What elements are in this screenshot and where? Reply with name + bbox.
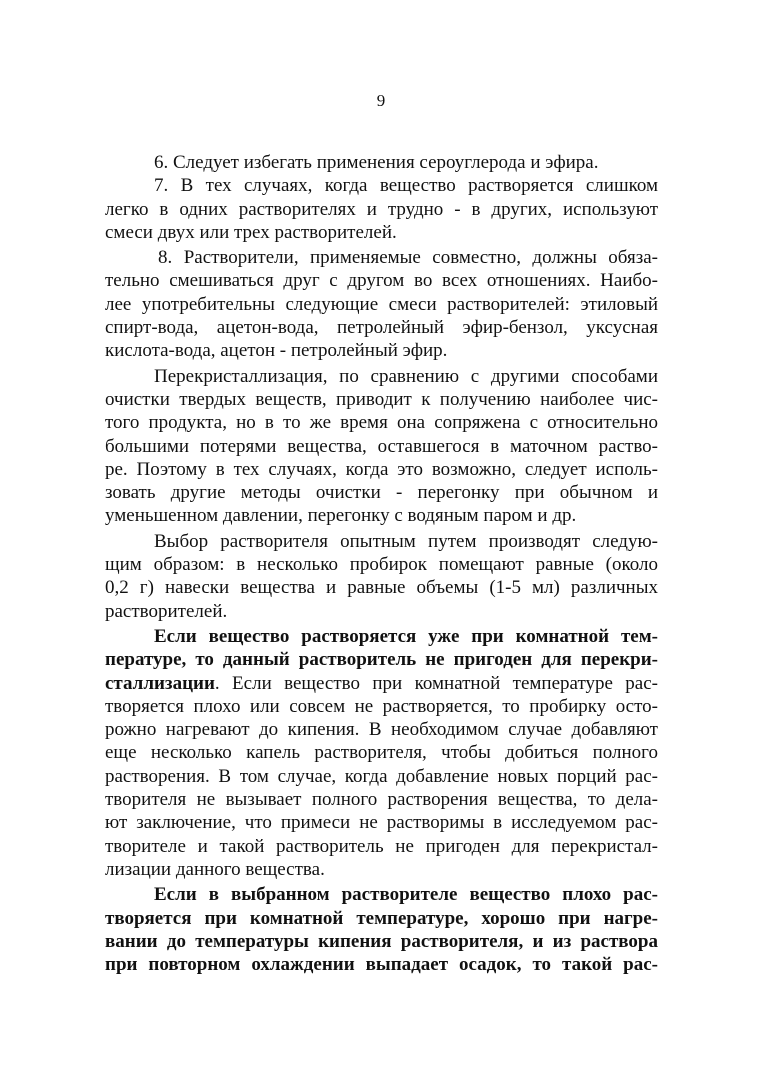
bold-fragment: сталлизации: [105, 672, 215, 694]
page-number: 9: [376, 91, 386, 110]
text-line: 6. Следует избегать применения сероуглерода и эфира.: [154, 152, 599, 173]
text-line: творителе и такой растворитель не пригоден для перекристал-: [105, 835, 658, 857]
text-line: большими потерями вещества, оставшегося в маточном раство-: [105, 435, 658, 457]
text-line-mixed: [105, 672, 658, 695]
text-line: 7. В тех случаях, когда вещество растворяется слишком: [154, 175, 658, 197]
text-line: еще несколько капель растворителя, чтобы добиться полного: [105, 742, 658, 764]
text-line: рожно нагревают до кипения. В необходимом случае добавляют: [105, 719, 658, 741]
text-line-bold: творяется при комнатной температуре, хорошо при нагре-: [105, 907, 658, 929]
text-line: смеси двух или трех растворителей.: [105, 221, 397, 243]
text-line: творителя не вызывает полного растворения вещества, то дела-: [105, 789, 658, 811]
paragraph-item-8: [105, 246, 658, 362]
text-line: легко в одних растворителях и трудно - в других, используют: [105, 198, 658, 220]
text-line: спирт-вода, ацетон-вода, петролейный эфир-бензол, уксусная: [105, 317, 658, 339]
text-line: 8. Растворители, применяемые совместно, должны обяза-: [158, 247, 658, 269]
text-line: тельно смешиваться друг с другом во всех отношениях. Наибо-: [105, 270, 658, 292]
normal-fragment: . Если вещество при комнатной температуре рас-: [214, 672, 658, 694]
text-line: творяется плохо или совсем не растворяется, то пробирку осто-: [105, 695, 658, 717]
text-line: кислота-вода, ацетон - петролейный эфир.: [105, 340, 448, 362]
paragraph-item-7: [105, 174, 658, 244]
text-line: Выбор растворителя опытным путем производят следую-: [154, 530, 658, 552]
text-line: 0,2 г) навески вещества и равные объемы (1-5 мл) различных: [105, 577, 658, 599]
text-line: зовать другие методы очистки - перегонку при обычном и: [105, 482, 658, 504]
text-line: ют заключение, что примеси не растворимы в исследуемом рас-: [105, 812, 658, 834]
text-line: уменьшенном давлении, перегонку с водяным паром и др.: [105, 505, 577, 527]
paragraph-room-temperature: [105, 625, 658, 881]
text-line-bold: при повторном охлаждении выпадает осадок, то такой рас-: [105, 954, 658, 976]
document-body: [105, 151, 658, 976]
text-line-bold: Если в выбранном растворителе вещество плохо рас-: [154, 884, 658, 906]
text-line: лее употребительны следующие смеси растворителей: этиловый: [105, 293, 658, 315]
paragraph-bad-solvent: [105, 883, 658, 976]
text-line: растворения. В том случае, когда добавление новых порций рас-: [105, 765, 658, 787]
text-line: щим образом: в несколько пробирок помещают равные (около: [105, 554, 658, 576]
paragraph-recrystallization: [105, 365, 658, 528]
text-line-bold: пературе, то данный растворитель не пригоден для перекри-: [105, 649, 658, 671]
text-line: растворителей.: [105, 600, 228, 622]
paragraph-item-6: [105, 151, 658, 174]
text-line: ре. Поэтому в тех случаях, когда это возможно, следует исполь-: [105, 458, 658, 480]
paragraph-solvent-choice: [105, 530, 658, 623]
text-line: лизации данного вещества.: [105, 858, 325, 880]
text-line: Перекристаллизация, по сравнению с другими способами: [154, 365, 658, 387]
text-line: того продукта, но в то же время она сопряжена с относительно: [105, 412, 658, 434]
text-line-bold: вании до температуры кипения растворителя, и из раствора: [105, 930, 658, 952]
text-line: очистки твердых веществ, приводит к получению наиболее чис-: [105, 388, 658, 410]
text-line-bold: Если вещество растворяется уже при комнатной тем-: [154, 625, 658, 647]
